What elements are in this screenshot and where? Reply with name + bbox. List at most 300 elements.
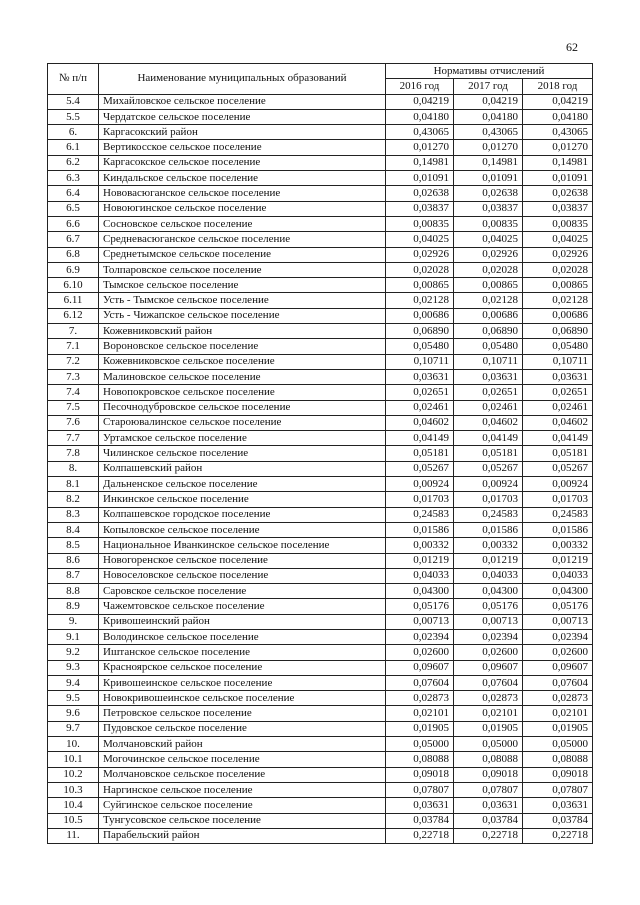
- municipality-name: Чажемтовское сельское поселение: [99, 599, 386, 614]
- value-2018: 0,02394: [523, 629, 593, 644]
- value-2016: 0,01905: [386, 721, 454, 736]
- table-row: [48, 752, 593, 767]
- municipality-name: Иштанское сельское поселение: [99, 645, 386, 660]
- row-number: 7.7: [48, 431, 99, 446]
- table-row: [48, 721, 593, 736]
- value-2018: 0,02028: [523, 262, 593, 277]
- value-2018: 0,04180: [523, 109, 593, 124]
- row-number: 9.3: [48, 660, 99, 675]
- value-2017: 0,22718: [454, 828, 523, 843]
- table-row: [48, 125, 593, 140]
- value-2016: 0,03631: [386, 798, 454, 813]
- municipality-name: Кривошеинский район: [99, 614, 386, 629]
- table-row: [48, 568, 593, 583]
- value-2016: 0,03837: [386, 201, 454, 216]
- row-number: 8.4: [48, 522, 99, 537]
- value-2016: 0,02394: [386, 629, 454, 644]
- row-number: 6.10: [48, 278, 99, 293]
- municipality-name: Красноярское сельское поселение: [99, 660, 386, 675]
- table-row: [48, 385, 593, 400]
- table-row: [48, 477, 593, 492]
- value-2018: 0,03837: [523, 201, 593, 216]
- value-2016: 0,02101: [386, 706, 454, 721]
- table-row: [48, 446, 593, 461]
- row-number: 9.5: [48, 691, 99, 706]
- value-2017: 0,02926: [454, 247, 523, 262]
- municipality-name: Дальненское сельское поселение: [99, 477, 386, 492]
- row-number: 10.5: [48, 813, 99, 828]
- municipality-name: Молчановское сельское поселение: [99, 767, 386, 782]
- value-2017: 0,43065: [454, 125, 523, 140]
- table-row: [48, 400, 593, 415]
- table-row: [48, 293, 593, 308]
- table-row: [48, 278, 593, 293]
- value-2017: 0,04180: [454, 109, 523, 124]
- table-row: [48, 599, 593, 614]
- value-2018: 0,01703: [523, 492, 593, 507]
- municipality-name: Староювалинское сельское поселение: [99, 415, 386, 430]
- value-2018: 0,00713: [523, 614, 593, 629]
- row-number: 7.1: [48, 339, 99, 354]
- row-number: 10.3: [48, 782, 99, 797]
- value-2016: 0,05267: [386, 461, 454, 476]
- municipality-name: Тунгусовское сельское поселение: [99, 813, 386, 828]
- value-2018: 0,04602: [523, 415, 593, 430]
- value-2018: 0,01219: [523, 553, 593, 568]
- municipality-name: Песочнодубровское сельское поселение: [99, 400, 386, 415]
- value-2018: 0,05480: [523, 339, 593, 354]
- value-2018: 0,10711: [523, 354, 593, 369]
- value-2017: 0,00713: [454, 614, 523, 629]
- value-2017: 0,05176: [454, 599, 523, 614]
- municipality-name: Наргинское сельское поселение: [99, 782, 386, 797]
- value-2017: 0,07807: [454, 782, 523, 797]
- table-row: [48, 155, 593, 170]
- value-2017: 0,09018: [454, 767, 523, 782]
- value-2016: 0,03631: [386, 369, 454, 384]
- value-2017: 0,01091: [454, 171, 523, 186]
- value-2017: 0,05267: [454, 461, 523, 476]
- value-2017: 0,00686: [454, 308, 523, 323]
- value-2018: 0,00835: [523, 216, 593, 231]
- row-number: 6.5: [48, 201, 99, 216]
- value-2018: 0,00332: [523, 538, 593, 553]
- row-number: 8.3: [48, 507, 99, 522]
- municipality-name: Саровское сельское поселение: [99, 584, 386, 599]
- table-row: [48, 782, 593, 797]
- value-2016: 0,08088: [386, 752, 454, 767]
- municipality-name: Уртамское сельское поселение: [99, 431, 386, 446]
- value-2016: 0,00686: [386, 308, 454, 323]
- value-2018: 0,01586: [523, 522, 593, 537]
- table-row: [48, 415, 593, 430]
- value-2017: 0,01270: [454, 140, 523, 155]
- row-number: 6.2: [48, 155, 99, 170]
- header-year-2016: 2016 год: [386, 79, 454, 94]
- municipality-name: Могочинское сельское поселение: [99, 752, 386, 767]
- value-2017: 0,02651: [454, 385, 523, 400]
- row-number: 10.2: [48, 767, 99, 782]
- table-row: [48, 247, 593, 262]
- row-number: 11.: [48, 828, 99, 843]
- value-2018: 0,43065: [523, 125, 593, 140]
- value-2016: 0,00332: [386, 538, 454, 553]
- value-2018: 0,02128: [523, 293, 593, 308]
- row-number: 9.4: [48, 675, 99, 690]
- value-2017: 0,02394: [454, 629, 523, 644]
- municipality-name: Колпашевский район: [99, 461, 386, 476]
- value-2016: 0,04149: [386, 431, 454, 446]
- value-2017: 0,03837: [454, 201, 523, 216]
- table-row: [48, 737, 593, 752]
- value-2018: 0,04033: [523, 568, 593, 583]
- header-norms: Нормативы отчислений: [386, 64, 593, 79]
- value-2017: 0,09607: [454, 660, 523, 675]
- value-2016: 0,02028: [386, 262, 454, 277]
- table-row: [48, 232, 593, 247]
- value-2016: 0,14981: [386, 155, 454, 170]
- row-number: 8.9: [48, 599, 99, 614]
- municipality-name: Среднетымское сельское поселение: [99, 247, 386, 262]
- header-year-2017: 2017 год: [454, 79, 523, 94]
- row-number: 6.12: [48, 308, 99, 323]
- value-2017: 0,00865: [454, 278, 523, 293]
- municipality-name: Новоселовское сельское поселение: [99, 568, 386, 583]
- row-number: 8.5: [48, 538, 99, 553]
- table-row: [48, 798, 593, 813]
- value-2016: 0,07604: [386, 675, 454, 690]
- value-2017: 0,02638: [454, 186, 523, 201]
- value-2018: 0,04025: [523, 232, 593, 247]
- value-2018: 0,00686: [523, 308, 593, 323]
- row-number: 8.8: [48, 584, 99, 599]
- value-2016: 0,05000: [386, 737, 454, 752]
- municipality-name: Малиновское сельское поселение: [99, 369, 386, 384]
- row-number: 8.7: [48, 568, 99, 583]
- value-2016: 0,01586: [386, 522, 454, 537]
- value-2016: 0,01219: [386, 553, 454, 568]
- municipality-name: Средневасюганское сельское поселение: [99, 232, 386, 247]
- municipality-name: Чердатское сельское поселение: [99, 109, 386, 124]
- header-row: [48, 64, 593, 79]
- municipality-name: Тымское сельское поселение: [99, 278, 386, 293]
- municipality-name: Петровское сельское поселение: [99, 706, 386, 721]
- value-2016: 0,02651: [386, 385, 454, 400]
- municipality-name: Новопокровское сельское поселение: [99, 385, 386, 400]
- table-row: [48, 262, 593, 277]
- value-2017: 0,00835: [454, 216, 523, 231]
- table-row: [48, 538, 593, 553]
- value-2017: 0,02128: [454, 293, 523, 308]
- value-2016: 0,06890: [386, 324, 454, 339]
- value-2018: 0,05267: [523, 461, 593, 476]
- value-2018: 0,04219: [523, 94, 593, 109]
- table-row: [48, 324, 593, 339]
- value-2016: 0,04602: [386, 415, 454, 430]
- value-2018: 0,02600: [523, 645, 593, 660]
- value-2018: 0,05181: [523, 446, 593, 461]
- norms-table: [47, 63, 593, 844]
- value-2018: 0,02638: [523, 186, 593, 201]
- value-2016: 0,04033: [386, 568, 454, 583]
- value-2016: 0,00713: [386, 614, 454, 629]
- value-2017: 0,04219: [454, 94, 523, 109]
- row-number: 9.2: [48, 645, 99, 660]
- value-2017: 0,00332: [454, 538, 523, 553]
- row-number: 6.: [48, 125, 99, 140]
- value-2018: 0,09607: [523, 660, 593, 675]
- value-2017: 0,04602: [454, 415, 523, 430]
- header-num: № п/п: [48, 64, 99, 95]
- table-row: [48, 369, 593, 384]
- municipality-name: Новогоренское сельское поселение: [99, 553, 386, 568]
- municipality-name: Михайловское сельское поселение: [99, 94, 386, 109]
- value-2016: 0,05480: [386, 339, 454, 354]
- value-2018: 0,14981: [523, 155, 593, 170]
- value-2016: 0,09607: [386, 660, 454, 675]
- municipality-name: Новокривошеинское сельское поселение: [99, 691, 386, 706]
- municipality-name: Кривошеинское сельское поселение: [99, 675, 386, 690]
- value-2017: 0,06890: [454, 324, 523, 339]
- row-number: 5.4: [48, 94, 99, 109]
- value-2017: 0,00924: [454, 477, 523, 492]
- row-number: 7.5: [48, 400, 99, 415]
- municipality-name: Киндальское сельское поселение: [99, 171, 386, 186]
- value-2017: 0,10711: [454, 354, 523, 369]
- value-2017: 0,01586: [454, 522, 523, 537]
- value-2018: 0,06890: [523, 324, 593, 339]
- value-2017: 0,01703: [454, 492, 523, 507]
- value-2017: 0,01219: [454, 553, 523, 568]
- header-name: Наименование муниципальных образований: [99, 64, 386, 95]
- table-row: [48, 584, 593, 599]
- value-2018: 0,02101: [523, 706, 593, 721]
- table-row: [48, 354, 593, 369]
- value-2017: 0,05480: [454, 339, 523, 354]
- row-number: 6.4: [48, 186, 99, 201]
- municipality-name: Толпаровское сельское поселение: [99, 262, 386, 277]
- value-2017: 0,03784: [454, 813, 523, 828]
- value-2017: 0,02873: [454, 691, 523, 706]
- table-row: [48, 614, 593, 629]
- row-number: 8.6: [48, 553, 99, 568]
- value-2017: 0,03631: [454, 369, 523, 384]
- value-2018: 0,00865: [523, 278, 593, 293]
- row-number: 9.6: [48, 706, 99, 721]
- municipality-name: Вороновское сельское поселение: [99, 339, 386, 354]
- municipality-name: Каргасокский район: [99, 125, 386, 140]
- table-row: [48, 660, 593, 675]
- municipality-name: Новоюгинское сельское поселение: [99, 201, 386, 216]
- municipality-name: Нововасюганское сельское поселение: [99, 186, 386, 201]
- value-2018: 0,01905: [523, 721, 593, 736]
- municipality-name: Пудовское сельское поселение: [99, 721, 386, 736]
- table-row: [48, 94, 593, 109]
- value-2018: 0,01270: [523, 140, 593, 155]
- table-row: [48, 767, 593, 782]
- value-2017: 0,03631: [454, 798, 523, 813]
- row-number: 6.8: [48, 247, 99, 262]
- municipality-name: Каргасокское сельское поселение: [99, 155, 386, 170]
- row-number: 7.: [48, 324, 99, 339]
- page-number: 62: [566, 40, 578, 54]
- value-2016: 0,04219: [386, 94, 454, 109]
- table-row: [48, 171, 593, 186]
- municipality-name: Копыловское сельское поселение: [99, 522, 386, 537]
- municipality-name: Кожевниковское сельское поселение: [99, 354, 386, 369]
- table-row: [48, 201, 593, 216]
- value-2016: 0,01091: [386, 171, 454, 186]
- value-2016: 0,03784: [386, 813, 454, 828]
- value-2017: 0,02461: [454, 400, 523, 415]
- row-number: 9.7: [48, 721, 99, 736]
- value-2017: 0,04300: [454, 584, 523, 599]
- header-year-2018: 2018 год: [523, 79, 593, 94]
- value-2016: 0,07807: [386, 782, 454, 797]
- row-number: 9.: [48, 614, 99, 629]
- table-row: [48, 706, 593, 721]
- value-2016: 0,01703: [386, 492, 454, 507]
- value-2017: 0,08088: [454, 752, 523, 767]
- row-number: 8.1: [48, 477, 99, 492]
- value-2016: 0,09018: [386, 767, 454, 782]
- value-2017: 0,04149: [454, 431, 523, 446]
- value-2016: 0,05181: [386, 446, 454, 461]
- value-2018: 0,02873: [523, 691, 593, 706]
- municipality-name: Кожевниковский район: [99, 324, 386, 339]
- value-2018: 0,24583: [523, 507, 593, 522]
- table-row: [48, 492, 593, 507]
- row-number: 6.1: [48, 140, 99, 155]
- row-number: 7.8: [48, 446, 99, 461]
- municipality-name: Володинское сельское поселение: [99, 629, 386, 644]
- table-row: [48, 629, 593, 644]
- value-2018: 0,02926: [523, 247, 593, 262]
- value-2016: 0,00924: [386, 477, 454, 492]
- value-2016: 0,10711: [386, 354, 454, 369]
- value-2018: 0,01091: [523, 171, 593, 186]
- municipality-name: Национальное Иванкинское сельское поселение: [99, 538, 386, 553]
- row-number: 6.9: [48, 262, 99, 277]
- value-2017: 0,24583: [454, 507, 523, 522]
- row-number: 7.4: [48, 385, 99, 400]
- table-row: [48, 431, 593, 446]
- value-2017: 0,04033: [454, 568, 523, 583]
- value-2018: 0,03784: [523, 813, 593, 828]
- value-2018: 0,09018: [523, 767, 593, 782]
- row-number: 8.: [48, 461, 99, 476]
- value-2018: 0,03631: [523, 369, 593, 384]
- value-2017: 0,05181: [454, 446, 523, 461]
- value-2016: 0,02873: [386, 691, 454, 706]
- value-2017: 0,02028: [454, 262, 523, 277]
- row-number: 6.6: [48, 216, 99, 231]
- value-2016: 0,02926: [386, 247, 454, 262]
- table-row: [48, 186, 593, 201]
- row-number: 9.1: [48, 629, 99, 644]
- value-2016: 0,01270: [386, 140, 454, 155]
- value-2018: 0,07604: [523, 675, 593, 690]
- municipality-name: Чилинское сельское поселение: [99, 446, 386, 461]
- value-2016: 0,02638: [386, 186, 454, 201]
- row-number: 7.3: [48, 369, 99, 384]
- value-2017: 0,02600: [454, 645, 523, 660]
- value-2018: 0,02651: [523, 385, 593, 400]
- table-row: [48, 339, 593, 354]
- table-row: [48, 109, 593, 124]
- row-number: 7.6: [48, 415, 99, 430]
- value-2016: 0,04300: [386, 584, 454, 599]
- value-2017: 0,04025: [454, 232, 523, 247]
- municipality-name: Суйгинское сельское поселение: [99, 798, 386, 813]
- value-2016: 0,43065: [386, 125, 454, 140]
- value-2016: 0,05176: [386, 599, 454, 614]
- table-row: [48, 140, 593, 155]
- value-2016: 0,00835: [386, 216, 454, 231]
- municipality-name: Усть - Чижапское сельское поселение: [99, 308, 386, 323]
- table-body: [48, 94, 593, 844]
- value-2018: 0,04149: [523, 431, 593, 446]
- table-row: [48, 461, 593, 476]
- table-row: [48, 216, 593, 231]
- table-row: [48, 691, 593, 706]
- row-number: 5.5: [48, 109, 99, 124]
- table-row: [48, 308, 593, 323]
- municipality-name: Вертикосское сельское поселение: [99, 140, 386, 155]
- municipality-name: Молчановский район: [99, 737, 386, 752]
- value-2016: 0,02128: [386, 293, 454, 308]
- value-2017: 0,14981: [454, 155, 523, 170]
- row-number: 10.: [48, 737, 99, 752]
- row-number: 10.4: [48, 798, 99, 813]
- municipality-name: Усть - Тымское сельское поселение: [99, 293, 386, 308]
- table-row: [48, 645, 593, 660]
- table-row: [48, 507, 593, 522]
- value-2016: 0,22718: [386, 828, 454, 843]
- value-2017: 0,01905: [454, 721, 523, 736]
- row-number: 8.2: [48, 492, 99, 507]
- value-2018: 0,03631: [523, 798, 593, 813]
- value-2018: 0,05000: [523, 737, 593, 752]
- value-2017: 0,07604: [454, 675, 523, 690]
- table-row: [48, 828, 593, 843]
- table-row: [48, 675, 593, 690]
- value-2016: 0,00865: [386, 278, 454, 293]
- table-row: [48, 522, 593, 537]
- value-2018: 0,04300: [523, 584, 593, 599]
- value-2016: 0,02600: [386, 645, 454, 660]
- value-2018: 0,07807: [523, 782, 593, 797]
- row-number: 6.11: [48, 293, 99, 308]
- value-2016: 0,24583: [386, 507, 454, 522]
- value-2018: 0,02461: [523, 400, 593, 415]
- table-row: [48, 813, 593, 828]
- municipality-name: Сосновское сельское поселение: [99, 216, 386, 231]
- municipality-name: Инкинское сельское поселение: [99, 492, 386, 507]
- municipality-name: Колпашевское городское поселение: [99, 507, 386, 522]
- row-number: 10.1: [48, 752, 99, 767]
- value-2017: 0,05000: [454, 737, 523, 752]
- value-2018: 0,08088: [523, 752, 593, 767]
- value-2017: 0,02101: [454, 706, 523, 721]
- value-2018: 0,22718: [523, 828, 593, 843]
- row-number: 7.2: [48, 354, 99, 369]
- value-2018: 0,05176: [523, 599, 593, 614]
- value-2016: 0,04025: [386, 232, 454, 247]
- value-2016: 0,02461: [386, 400, 454, 415]
- value-2016: 0,04180: [386, 109, 454, 124]
- municipality-name: Парабельский район: [99, 828, 386, 843]
